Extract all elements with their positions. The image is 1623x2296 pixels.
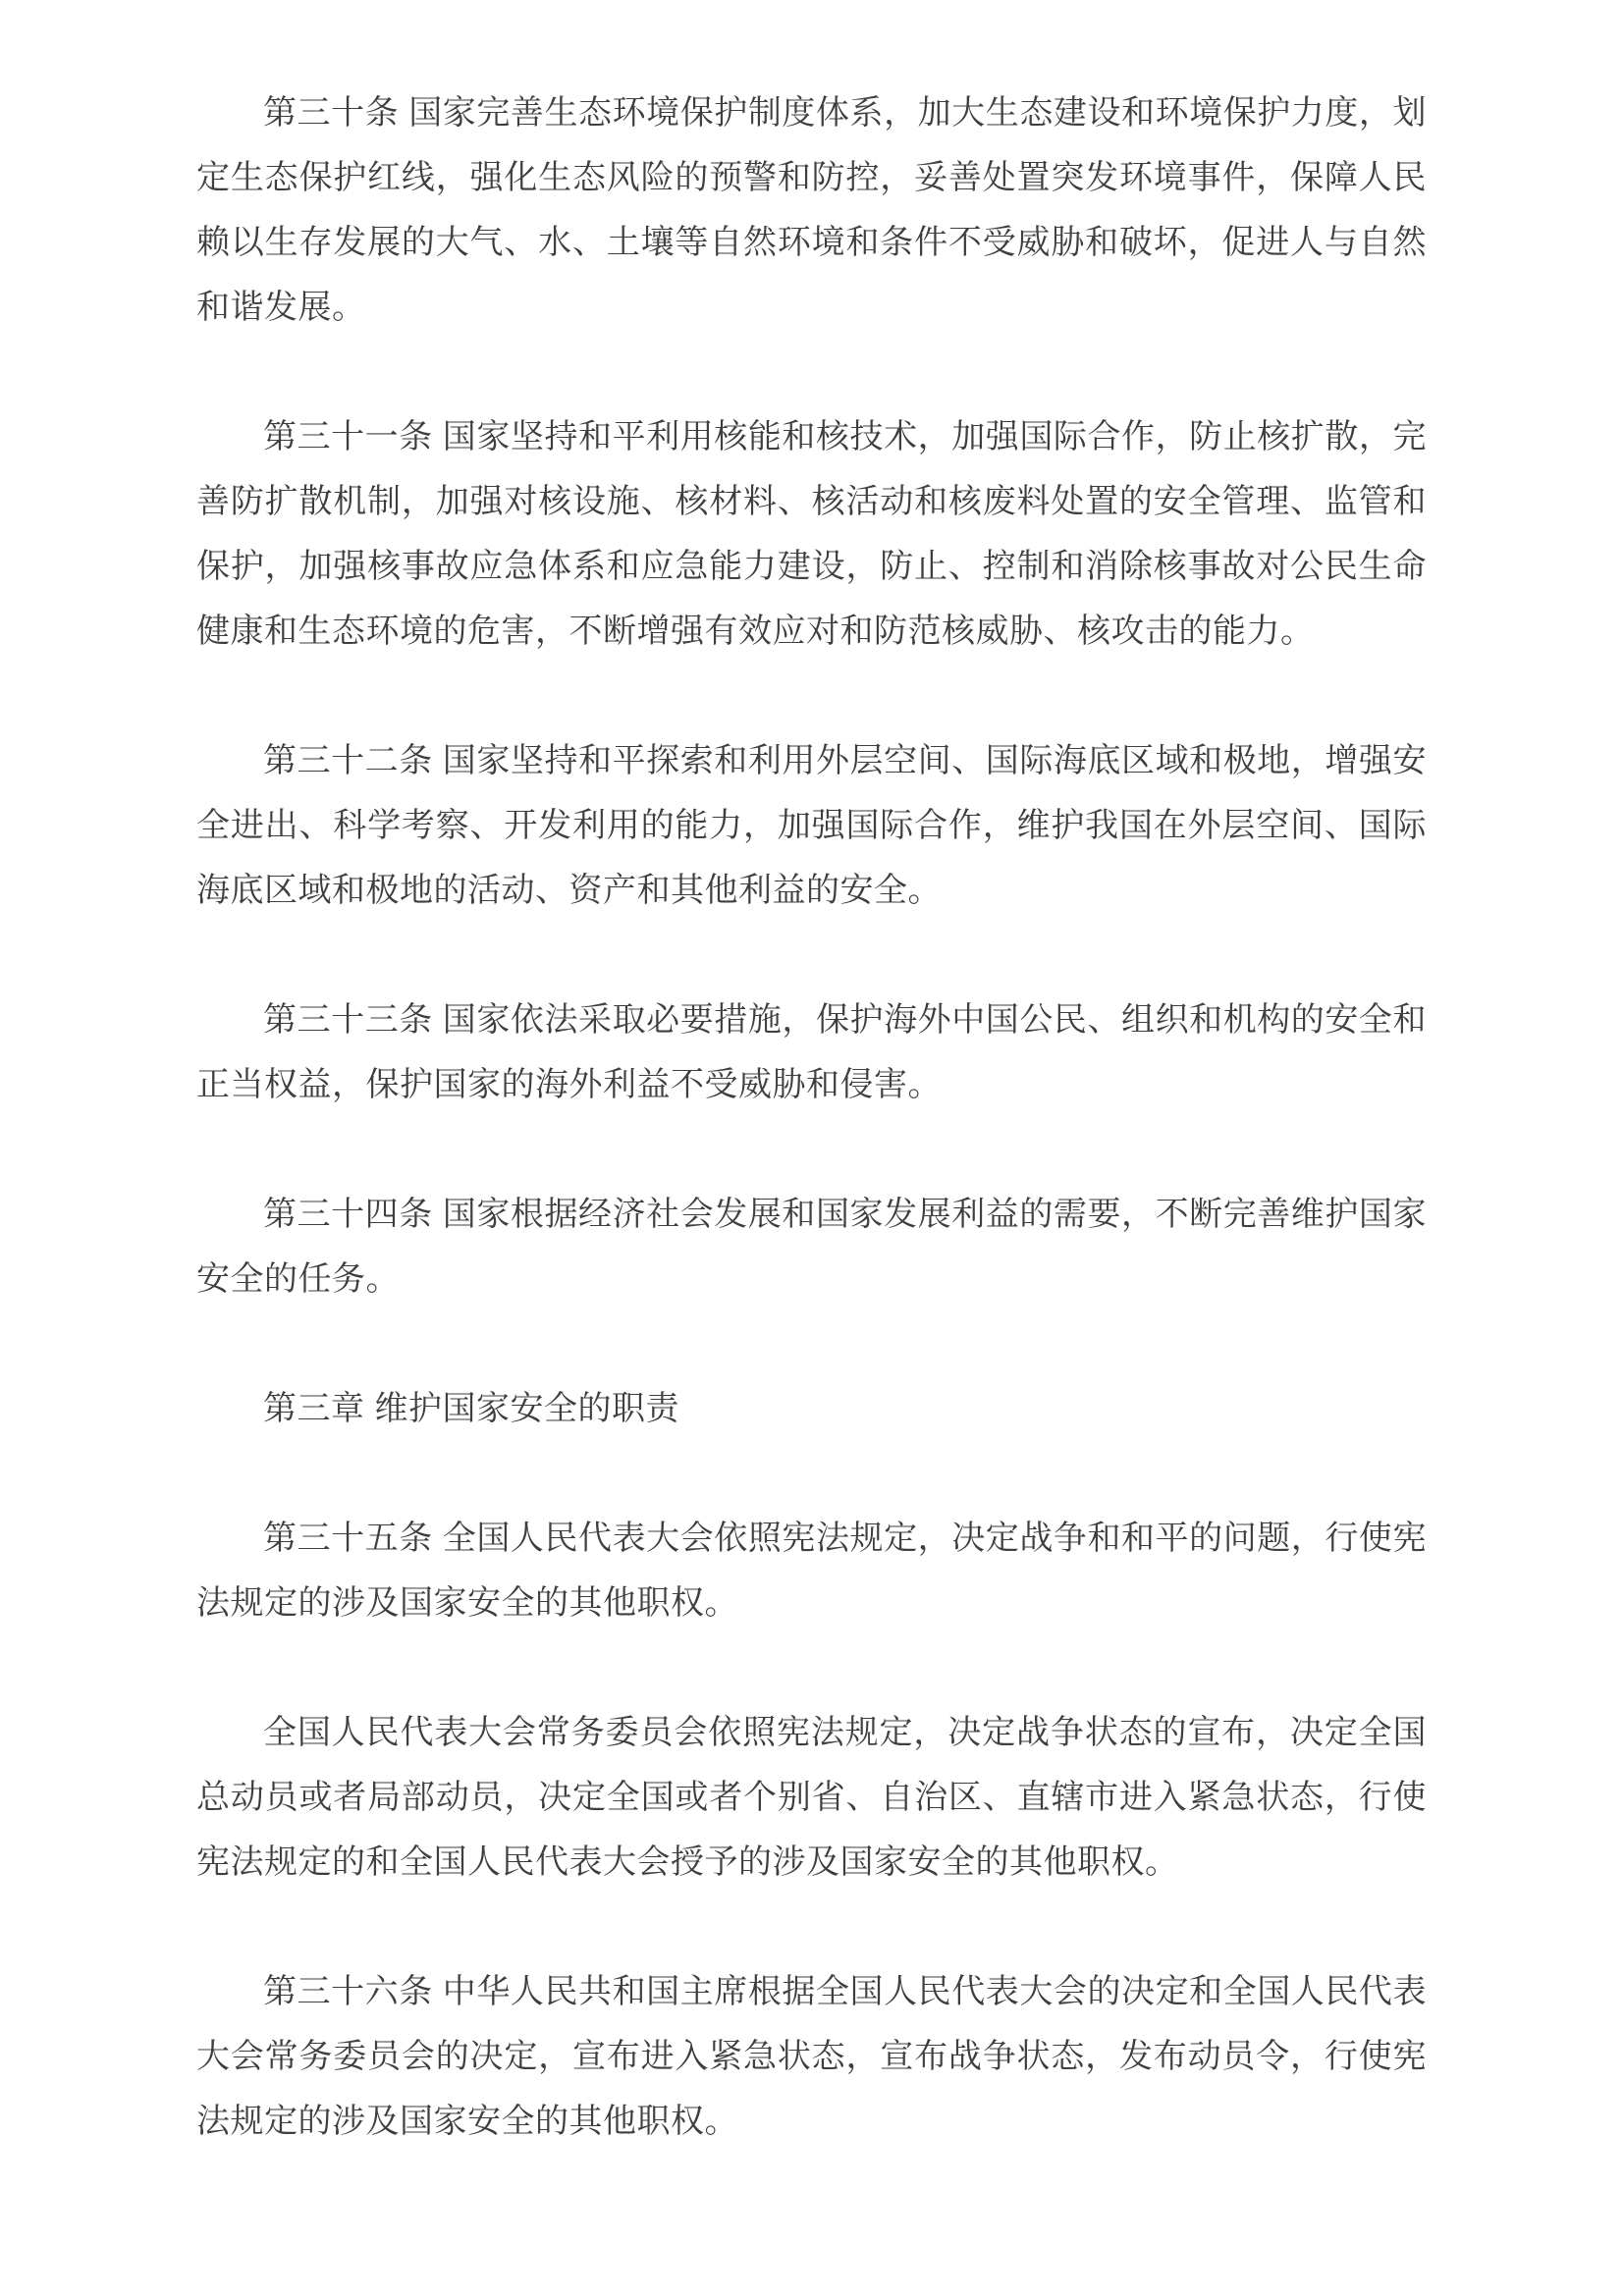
article-paragraph-31: 第三十一条 国家坚持和平利用核能和核技术，加强国际合作，防止核扩散，完善防扩散机制，加强对核设施、核材料、核活动和核废料处置的安全管理、监管和保护，加强核事故应急体系和应急能力建设，防止、控制和消除核事故对公民生命健康和生态环境的危害，不断增强有效应对和防范核威胁、核攻击的能力。 <box>196 418 1427 650</box>
chapter-heading: 第三章 维护国家安全的职责 <box>263 1390 679 1427</box>
article-paragraph-35-clause-2: 全国人民代表大会常务委员会依照宪法规定，决定战争状态的宣布，决定全国总动员或者局部动员，决定全国或者个别省、自治区、直辖市进入紧急状态，行使宪法规定的和全国人民代表大会授予的涉及国家安全的其他职权。 <box>196 1714 1427 1881</box>
article-paragraph-33: 第三十三条 国家依法采取必要措施，保护海外中国公民、组织和机构的安全和正当权益，保护国家的海外利益不受威胁和侵害。 <box>196 1001 1427 1103</box>
article-paragraph-34: 第三十四条 国家根据经济社会发展和国家发展利益的需要，不断完善维护国家安全的任务。 <box>196 1196 1427 1298</box>
article-paragraph-35: 第三十五条 全国人民代表大会依照宪法规定，决定战争和和平的问题，行使宪法规定的涉及国家安全的其他职权。 <box>196 1520 1427 1622</box>
article-paragraph-30: 第三十条 国家完善生态环境保护制度体系，加大生态建设和环境保护力度，划定生态保护红线，强化生态风险的预警和防控，妥善处置突发环境事件，保障人民赖以生存发展的大气、水、土壤等自然环境和条件不受威胁和破坏，促进人与自然和谐发展。 <box>196 94 1427 326</box>
article-paragraph-36: 第三十六条 中华人民共和国主席根据全国人民代表大会的决定和全国人民代表大会常务委员会的决定，宣布进入紧急状态，宣布战争状态，发布动员令，行使宪法规定的涉及国家安全的其他职权。 <box>196 1973 1427 2140</box>
article-paragraph-32: 第三十二条 国家坚持和平探索和利用外层空间、国际海底区域和极地，增强安全进出、科学考察、开发利用的能力，加强国际合作，维护我国在外层空间、国际海底区域和极地的活动、资产和其他利益的安全。 <box>196 742 1427 909</box>
